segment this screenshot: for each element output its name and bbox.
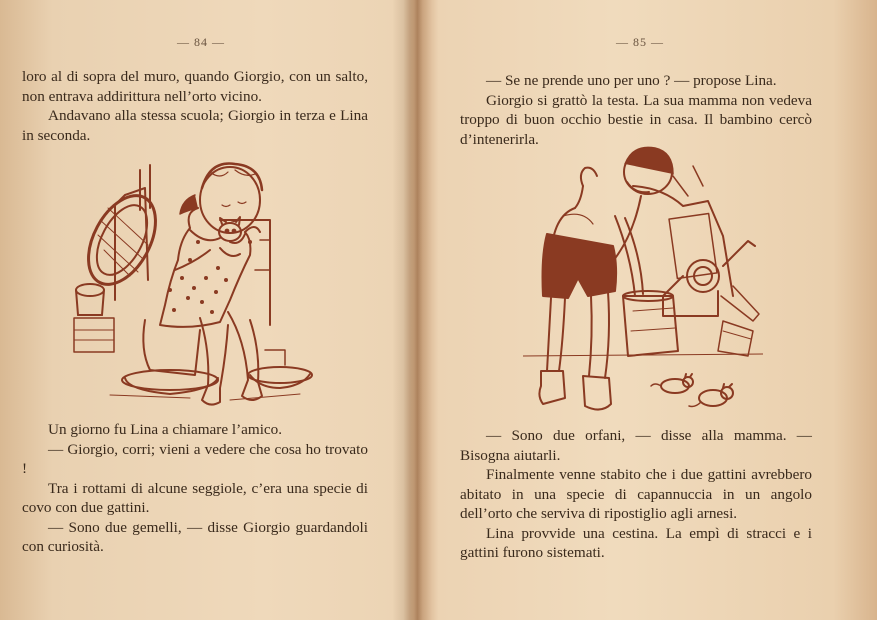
paragraph: Tra i rottami di alcune seggiole, c’era una specie di covo con due gattini.: [22, 479, 368, 516]
illustration-girl-with-kitten: [70, 150, 320, 415]
left-page: [0, 0, 410, 620]
paragraph: — Sono due gemelli, — disse Giorgio guardandoli con curiosità.: [22, 518, 368, 555]
paragraph: Lina provvide una cestina. La empì di stracci e i gattini furono sistemati.: [460, 524, 812, 561]
page-number-right: — 85 —: [616, 35, 664, 49]
paragraph: — Se ne prende uno per uno ? — propose Lina.: [486, 72, 777, 89]
paragraph: loro al di sopra del muro, quando Giorgio, con un salto, non entrava addirittura nell’orto vicino.: [22, 68, 368, 105]
left-top-text: [22, 67, 368, 145]
paragraph: Andavano alla stessa scuola; Giorgio in terza e Lina in seconda.: [22, 107, 368, 144]
right-top-text: [460, 71, 812, 149]
right-page: [418, 0, 877, 620]
left-bottom-text: [22, 420, 368, 557]
right-bottom-text: [460, 426, 812, 563]
illustration-boy-with-kittens: [523, 146, 763, 421]
page-number-left: — 84 —: [177, 35, 225, 49]
paragraph: Un giorno fu Lina a chiamare l’amico.: [48, 421, 283, 438]
paragraph: Giorgio si grattò la testa. La sua mamma non vedeva troppo di buon occhio bestie in casa. Il bambino cercò d’intenerirla.: [460, 91, 812, 148]
paragraph: Finalmente venne stabito che i due gattini avrebbero abitato in una specie di capannuccia in un angolo dell’orto che serviva di ripostiglio agli arnesi.: [460, 466, 812, 522]
paragraph: — Sono due orfani, — disse alla mamma. — Bisogna aiutarli.: [460, 427, 812, 464]
paragraph: — Giorgio, corri; vieni a vedere che cosa ho trovato !: [22, 440, 368, 477]
